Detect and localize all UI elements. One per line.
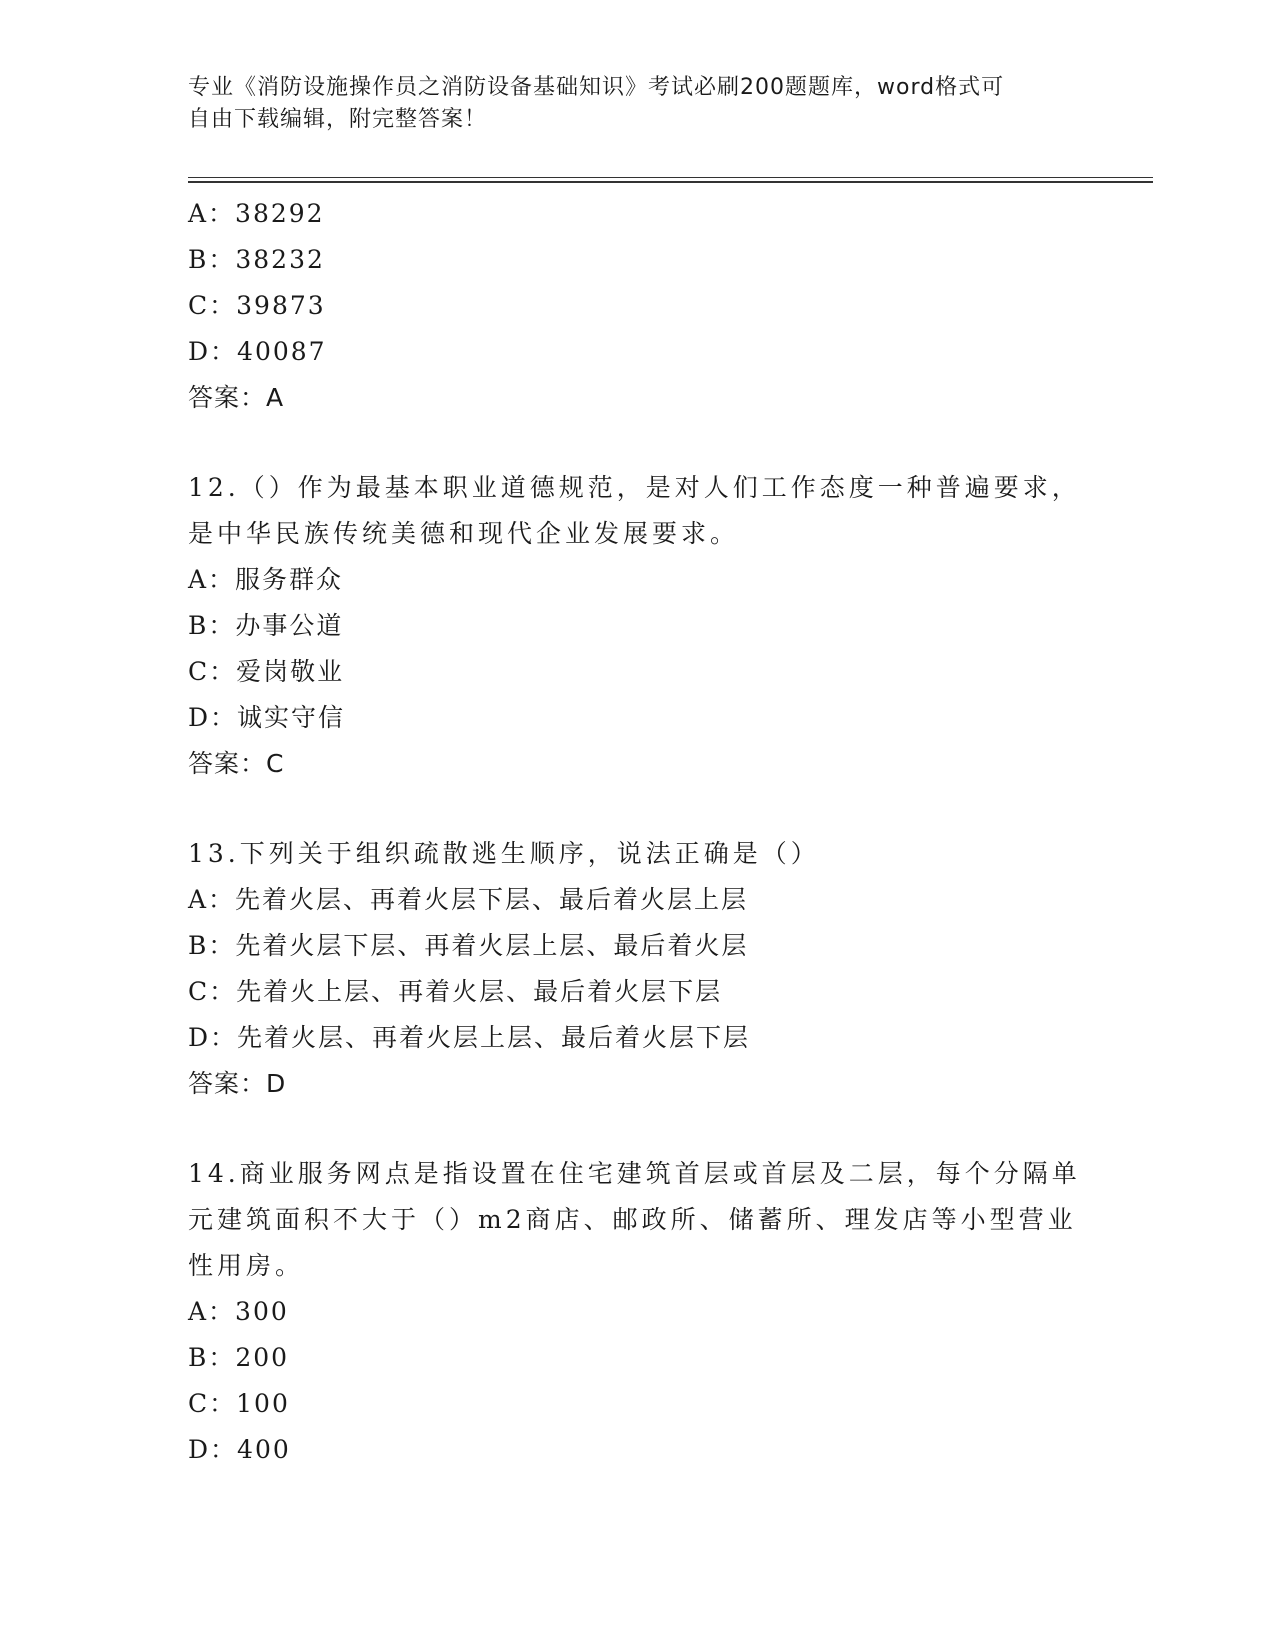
question-13 xyxy=(188,831,1088,1107)
question-text-line: 元建筑面积不大于（）m2商店、邮政所、储蓄所、理发店等小型营业 xyxy=(188,1205,1077,1234)
question-12 xyxy=(188,465,1088,787)
option-d: D：40087 xyxy=(188,337,327,366)
option-c: C：39873 xyxy=(188,291,326,320)
header-line-1: 专业《消防设施操作员之消防设备基础知识》考试必刷200题题库，word格式可 xyxy=(188,75,1005,100)
option-d: D：400 xyxy=(188,1435,291,1464)
option-b: B：先着火层下层、再着火层上层、最后着火层 xyxy=(188,931,749,960)
option-a: A：先着火层、再着火层下层、最后着火层上层 xyxy=(188,885,749,914)
option-a: A：300 xyxy=(188,1297,289,1326)
header-line-2: 自由下载编辑，附完整答案！ xyxy=(188,107,488,132)
question-11 xyxy=(188,191,1088,421)
header-divider-thin xyxy=(188,177,1153,178)
option-a: A：服务群众 xyxy=(188,565,344,594)
question-text-line: 13.下列关于组织疏散逃生顺序，说法正确是（） xyxy=(188,839,820,868)
answer-line: 答案：C xyxy=(188,749,285,778)
answer-line: 答案：D xyxy=(188,1069,287,1098)
option-b: B：办事公道 xyxy=(188,611,344,640)
option-c: C：先着火上层、再着火层、最后着火层下层 xyxy=(188,977,723,1006)
question-text-line: 性用房。 xyxy=(188,1251,305,1280)
question-list xyxy=(188,191,1088,1473)
answer-line: 答案：A xyxy=(188,383,285,412)
document-header xyxy=(188,72,1088,136)
option-d: D：先着火层、再着火层上层、最后着火层下层 xyxy=(188,1023,751,1052)
option-c: C：爱岗敬业 xyxy=(188,657,345,686)
question-14 xyxy=(188,1151,1088,1473)
option-d: D：诚实守信 xyxy=(188,703,346,732)
question-text-line: 14.商业服务网点是指设置在住宅建筑首层或首层及二层，每个分隔单 xyxy=(188,1159,1081,1188)
question-text-line: 12.（）作为最基本职业道德规范，是对人们工作态度一种普遍要求， xyxy=(188,473,1081,502)
option-b: B：200 xyxy=(188,1343,290,1372)
option-b: B：38232 xyxy=(188,245,325,274)
question-text-line: 是中华民族传统美德和现代企业发展要求。 xyxy=(188,519,740,548)
option-a: A：38292 xyxy=(188,199,325,228)
header-divider-thick xyxy=(188,181,1153,183)
option-c: C：100 xyxy=(188,1389,290,1418)
